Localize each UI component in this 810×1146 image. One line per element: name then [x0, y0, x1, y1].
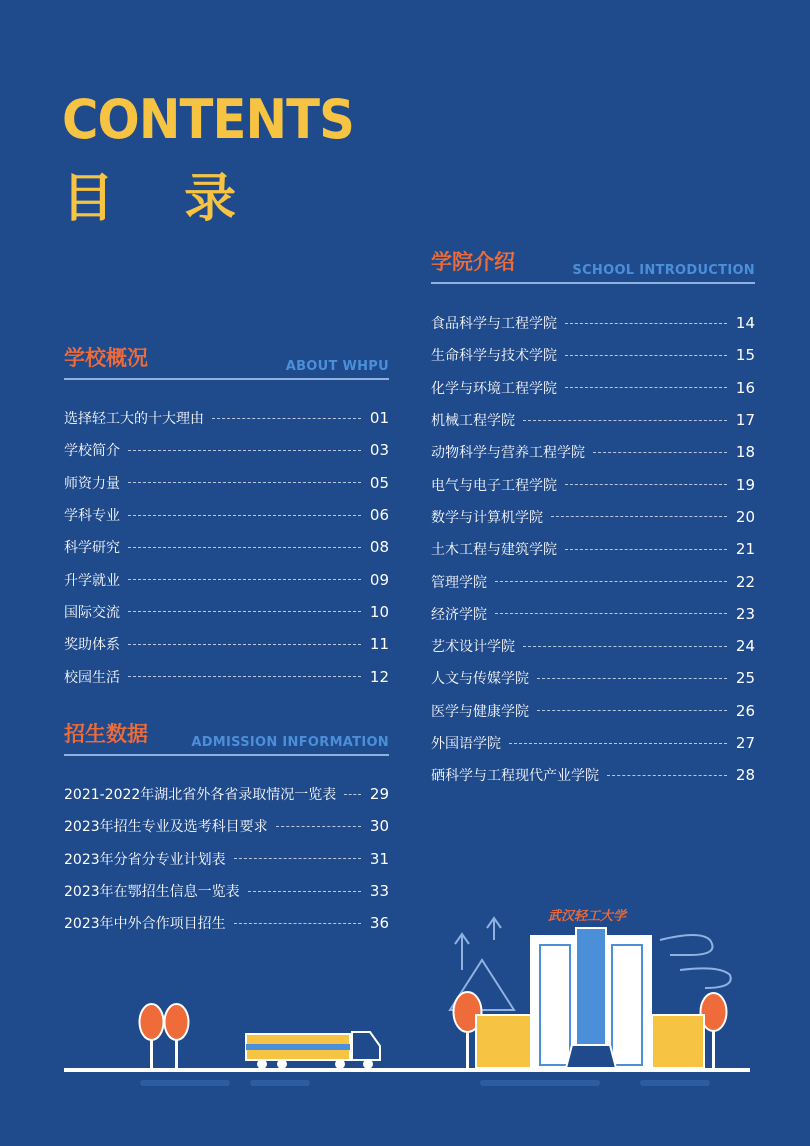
toc-item[interactable]	[64, 563, 389, 595]
leader-dots	[495, 613, 727, 614]
toc-item-label: 硒科学与工程现代产业学院	[431, 768, 599, 785]
toc-item-page: 18	[735, 443, 755, 462]
toc-item[interactable]	[64, 778, 389, 810]
toc-item-label: 生命科学与技术学院	[431, 348, 557, 365]
toc-item[interactable]	[64, 843, 389, 875]
section-title-en: SCHOOL INTRODUCTION	[572, 263, 755, 278]
toc-item-label: 管理学院	[431, 574, 487, 591]
toc-item[interactable]	[431, 533, 755, 565]
university-building	[476, 928, 704, 1068]
toc-item-label: 学科专业	[64, 508, 120, 525]
toc-item-page: 14	[735, 314, 755, 333]
contents-title-cn: 目 录	[62, 169, 263, 229]
road-marks	[140, 1080, 710, 1086]
toc-item-page: 10	[369, 602, 389, 621]
toc-item-page: 01	[369, 409, 389, 428]
toc-item-page: 16	[735, 378, 755, 397]
toc-item-label: 奖助体系	[64, 637, 120, 654]
toc-item[interactable]	[431, 372, 755, 404]
toc-item-label: 数学与计算机学院	[431, 509, 543, 526]
wind-icon	[660, 935, 731, 988]
toc-item-page: 06	[369, 506, 389, 525]
toc-item-label: 科学研究	[64, 540, 120, 557]
leader-dots	[537, 710, 727, 711]
toc-item[interactable]	[431, 662, 755, 694]
leader-dots	[495, 581, 727, 582]
leader-dots	[593, 452, 727, 453]
toc-item-page: 11	[369, 635, 389, 654]
toc-item-page: 31	[369, 849, 389, 868]
toc-item[interactable]	[64, 531, 389, 563]
section-title-cn: 学院介绍	[431, 250, 515, 274]
toc-item-page: 30	[369, 817, 389, 836]
toc-item-page: 17	[735, 411, 755, 430]
leader-dots	[128, 450, 361, 451]
section-title-cn: 招生数据	[64, 722, 148, 746]
toc-item-page: 20	[735, 507, 755, 526]
toc-item-page: 36	[369, 914, 389, 933]
section-school	[431, 246, 755, 791]
toc-item[interactable]	[431, 436, 755, 468]
leader-dots	[565, 355, 727, 356]
toc-item[interactable]	[64, 467, 389, 499]
toc-item-label: 选择轻工大的十大理由	[64, 411, 204, 428]
toc-item-page: 05	[369, 473, 389, 492]
toc-item-label: 2023年中外合作项目招生	[64, 916, 226, 933]
toc-item-page: 29	[369, 785, 389, 804]
toc-item-page: 03	[369, 441, 389, 460]
leader-dots	[565, 323, 727, 324]
leader-dots	[128, 676, 361, 677]
toc-item-label: 食品科学与工程学院	[431, 316, 557, 333]
toc-item[interactable]	[431, 727, 755, 759]
toc-item[interactable]	[431, 565, 755, 597]
leader-dots	[565, 484, 727, 485]
campus-illustration	[0, 900, 810, 1100]
section-header	[431, 246, 755, 284]
section-title-en: ADMISSION INFORMATION	[191, 735, 389, 750]
toc-item-label: 2023年分省分专业计划表	[64, 851, 226, 868]
toc-item-label: 医学与健康学院	[431, 703, 529, 720]
toc-item-page: 28	[735, 766, 755, 785]
leader-dots	[248, 891, 361, 892]
toc-item-label: 电气与电子工程学院	[431, 477, 557, 494]
toc-item-page: 08	[369, 538, 389, 557]
toc-item-label: 升学就业	[64, 572, 120, 589]
leader-dots	[509, 743, 727, 744]
toc-list	[431, 307, 755, 791]
toc-item-label: 艺术设计学院	[431, 639, 515, 656]
toc-item-page: 21	[735, 540, 755, 559]
toc-item[interactable]	[431, 598, 755, 630]
toc-item[interactable]	[64, 402, 389, 434]
toc-item[interactable]	[431, 630, 755, 662]
toc-item[interactable]	[64, 628, 389, 660]
toc-item-label: 国际交流	[64, 604, 120, 621]
toc-item-page: 26	[735, 701, 755, 720]
leader-dots	[344, 794, 361, 795]
leader-dots	[607, 775, 727, 776]
leader-dots	[276, 826, 361, 827]
section-header	[64, 718, 389, 756]
leader-dots	[551, 516, 727, 517]
toc-item-label: 学校简介	[64, 443, 120, 460]
tree-icon	[140, 1004, 164, 1068]
ground-line	[64, 1068, 750, 1072]
toc-item[interactable]	[431, 501, 755, 533]
toc-item[interactable]	[431, 404, 755, 436]
toc-item-label: 2023年招生专业及选考科目要求	[64, 819, 268, 836]
toc-item[interactable]	[431, 339, 755, 371]
toc-item[interactable]	[431, 468, 755, 500]
leader-dots	[128, 644, 361, 645]
toc-item-page: 23	[735, 604, 755, 623]
toc-item-page: 19	[735, 475, 755, 494]
toc-item-page: 22	[735, 572, 755, 591]
building-sign: 武汉轻工大学	[548, 909, 627, 924]
toc-item-label: 化学与环境工程学院	[431, 380, 557, 397]
leader-dots	[537, 678, 727, 679]
tree-icon	[165, 1004, 189, 1068]
toc-item[interactable]	[64, 434, 389, 466]
toc-item-label: 师资力量	[64, 475, 120, 492]
toc-item-label: 经济学院	[431, 606, 487, 623]
toc-item-page: 25	[735, 669, 755, 688]
leader-dots	[128, 611, 361, 612]
toc-item-label: 外国语学院	[431, 736, 501, 752]
toc-item-page: 33	[369, 882, 389, 901]
section-title-en: ABOUT WHPU	[285, 359, 389, 374]
toc-item-label: 机械工程学院	[431, 413, 515, 430]
leader-dots	[234, 858, 361, 859]
section-title-cn: 学校概况	[64, 346, 148, 370]
toc-item-page: 24	[735, 637, 755, 656]
toc-item-label: 人文与传媒学院	[431, 671, 529, 688]
toc-item[interactable]	[431, 695, 755, 727]
toc-item[interactable]	[64, 499, 389, 531]
leader-dots	[212, 418, 361, 419]
toc-item-label: 2023年在鄂招生信息一览表	[64, 884, 240, 901]
toc-item-page: 15	[735, 346, 755, 365]
toc-list	[64, 402, 389, 693]
toc-item-label: 校园生活	[64, 669, 120, 686]
section-header	[64, 342, 389, 380]
leader-dots	[523, 646, 727, 647]
toc-item-label: 土木工程与建筑学院	[431, 542, 557, 559]
leader-dots	[128, 482, 361, 483]
toc-item-label: 2021-2022年湖北省外各省录取情况一览表	[64, 787, 337, 804]
toc-item[interactable]	[64, 810, 389, 842]
leader-dots	[128, 515, 361, 516]
leader-dots	[565, 549, 727, 550]
toc-item[interactable]	[64, 596, 389, 628]
section-about	[64, 342, 389, 693]
toc-item-page: 27	[735, 734, 755, 752]
leader-dots	[523, 420, 727, 421]
toc-item[interactable]	[431, 307, 755, 339]
toc-item-page: 12	[369, 667, 389, 686]
toc-item-label: 动物科学与营养工程学院	[431, 445, 585, 462]
leader-dots	[565, 387, 727, 388]
leader-dots	[128, 547, 361, 548]
toc-item[interactable]	[431, 759, 755, 791]
contents-title-en: CONTENTS	[62, 88, 354, 151]
truck-icon	[246, 1032, 380, 1069]
toc-item[interactable]	[64, 660, 389, 692]
leader-dots	[128, 579, 361, 580]
toc-item-page: 09	[369, 570, 389, 589]
